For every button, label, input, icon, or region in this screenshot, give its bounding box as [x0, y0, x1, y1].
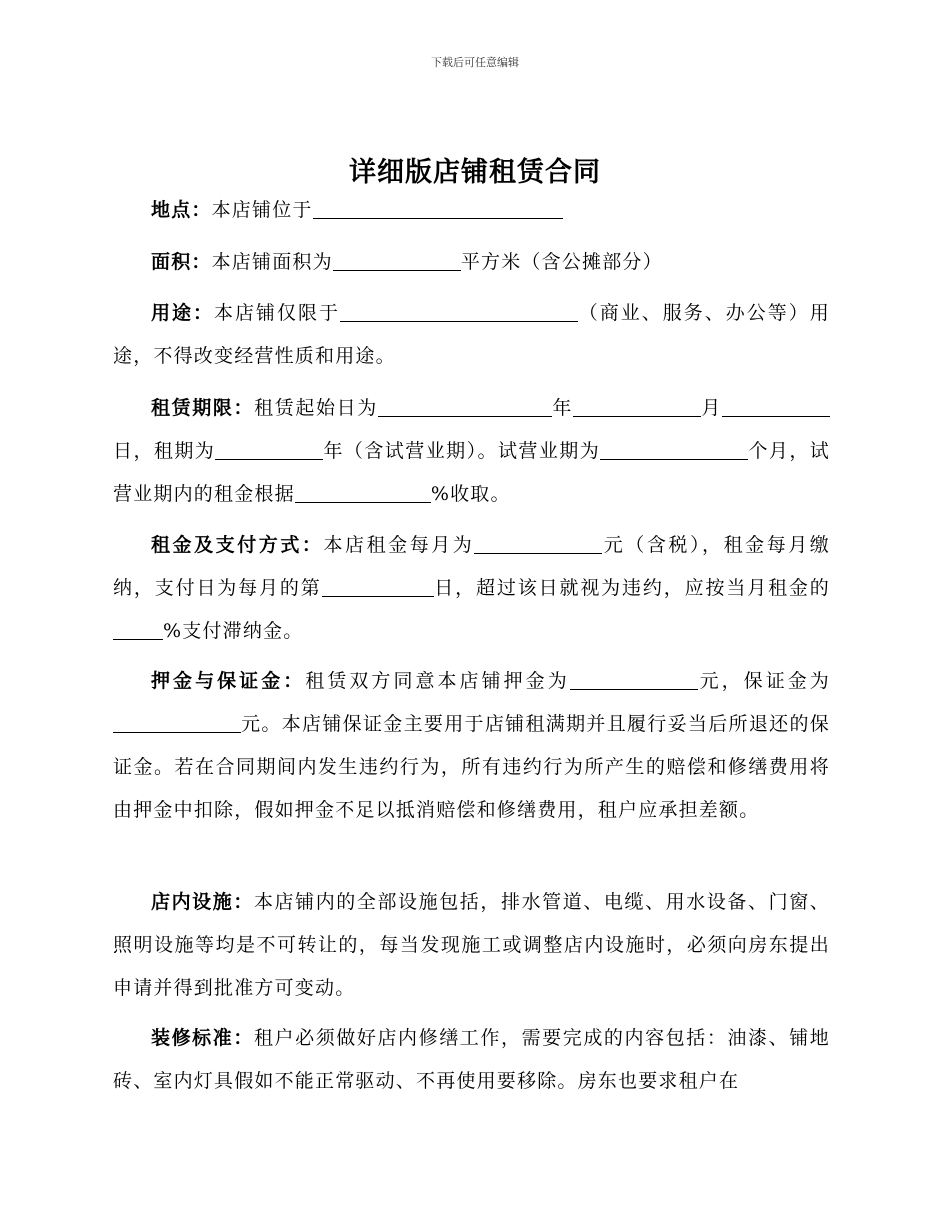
clause-label: 面积： — [151, 251, 212, 273]
clause-label: 用途： — [151, 302, 214, 324]
fill-blank[interactable] — [313, 197, 563, 219]
clause-text: 本店铺位于 — [211, 199, 313, 221]
clause-text: 年（含试营业期）。试营业期为 — [323, 440, 601, 462]
clause-location — [113, 189, 830, 232]
fill-blank[interactable] — [322, 575, 434, 597]
clause-facilities — [113, 881, 830, 1010]
clause-text: 元。本店铺保证金主要用于店铺租满期并且履行妥当后所退还的保证金。若在合同期间内发生违约行为，所有违约行为所产生的赔偿和修缮费用将由押金中扣除，假如押金不足以抵消赔偿和修缮费用，租户应承担差额。 — [113, 713, 830, 821]
clause-area — [113, 241, 830, 284]
clause-text: 个月，试营业期内的租金根据 — [113, 440, 830, 505]
clause-rent — [113, 524, 830, 653]
fill-blank[interactable] — [722, 395, 830, 417]
fill-blank[interactable] — [570, 668, 698, 690]
clause-text: 月 — [700, 397, 723, 419]
fill-blank[interactable] — [215, 438, 323, 460]
clause-text: 平方米（含公摊部分） — [460, 251, 663, 273]
fill-blank[interactable] — [378, 395, 552, 417]
clause-text: %收取。 — [430, 483, 511, 505]
clause-label: 租赁期限： — [151, 397, 255, 419]
clause-label: 店内设施： — [151, 891, 254, 913]
clause-text: 租赁双方同意本店铺押金为 — [305, 670, 570, 692]
clause-text: 租赁起始日为 — [254, 397, 378, 419]
clause-text: 日，超过该日就视为违约，应按当月租金的 — [433, 577, 830, 599]
clause-label: 地点： — [151, 199, 212, 221]
fill-blank[interactable] — [474, 532, 602, 554]
clause-text: %支付滞纳金。 — [163, 620, 304, 642]
clause-deposit — [113, 660, 830, 832]
document-title: 详细版店铺租赁合同 — [349, 157, 601, 188]
fill-blank[interactable] — [600, 438, 748, 460]
clause-term — [113, 387, 830, 516]
clause-text: 本店租金每月为 — [323, 534, 475, 556]
clause-text: 元，保证金为 — [697, 670, 831, 692]
fill-blank[interactable] — [113, 711, 241, 733]
clause-label: 租金及支付方式： — [151, 534, 324, 556]
clause-text: 日，租期为 — [113, 440, 216, 462]
clause-text: 租户必须做好店内修缮工作，需要完成的内容包括：油漆、铺地砖、室内灯具假如不能正常驱动、不再使用要移除。房东也要求租户在 — [113, 1027, 830, 1092]
fill-blank[interactable] — [113, 618, 163, 640]
clause-decoration — [113, 1017, 830, 1103]
fill-blank[interactable] — [573, 395, 701, 417]
clause-text: 年 — [551, 397, 573, 419]
fill-blank[interactable] — [333, 249, 461, 271]
clause-text: 元（含税），租金每月缴纳，支付日为每月的第 — [113, 534, 831, 599]
clause-label: 装修标准： — [151, 1027, 254, 1049]
clause-text: 本店铺仅限于 — [214, 302, 340, 324]
clause-text: （商业、服务、办公等）用途，不得改变经营性质和用途。 — [113, 302, 830, 367]
clause-text: 本店铺面积为 — [211, 251, 333, 273]
fill-blank[interactable] — [340, 300, 578, 322]
page-header: 下载后可任意编辑 — [431, 56, 519, 69]
clause-usage — [113, 292, 830, 378]
clause-label: 押金与保证金： — [151, 670, 306, 692]
fill-blank[interactable] — [295, 481, 431, 503]
clause-text: 本店铺内的全部设施包括，排水管道、电缆、用水设备、门窗、照明设施等均是不可转让的，每当发现施工或调整店内设施时，必须向房东提出申请并得到批准方可变动。 — [113, 891, 830, 999]
